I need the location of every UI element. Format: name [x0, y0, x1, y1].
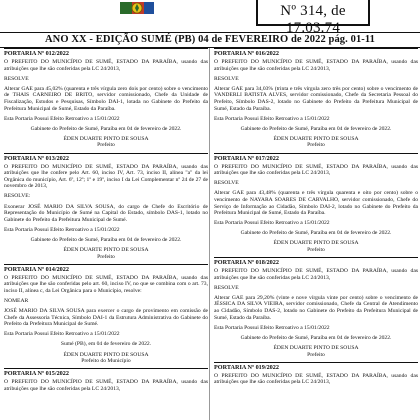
municipal-coat-of-arms-icon [118, 0, 156, 16]
signer-role: Prefeito [97, 253, 115, 260]
portaria-intro: O PREFEITO DO MUNICÍPIO DE SUMÉ, ESTADO DA PARAÍBA, usando das atribuições que lhe são conferidas pela LC 24/2013, [214, 59, 418, 72]
effect-note: Esta Portaria Possui Efeito Retroativo a 15/01/2022 [4, 115, 120, 122]
portaria-intro: O PREFEITO DO MUNICÍPIO DE SUMÉ, ESTADO DA PARAÍBA, usando das atribuições que lhe são conferidas pelo art. 60, inciso IV, no que se combina com o art. 73, inciso II, alínea c, da Lei Orgânica para o Município, resolve: [4, 274, 208, 294]
place-date: Gabinete do Prefeito de Sumé, Paraíba em 04 de fevereiro de 2022. [240, 334, 392, 341]
portaria-017 [214, 153, 418, 258]
portaria-019 [214, 362, 418, 386]
right-column [214, 48, 418, 420]
left-column [4, 48, 208, 420]
edition-line: ANO XX - EDIÇÃO SUMÉ (PB) 04 de FEVEREIRO de 2022 pág. 01-11 [0, 32, 420, 48]
signer-name: ÉDEN DUARTE PINTO DE SOUSA [273, 135, 359, 142]
portaria-intro: O PREFEITO DO MUNICÍPIO DE SUMÉ, ESTADO DA PARAÍBA, usando das atribuições que lhe são conferidas pela LC 24/2013, [214, 268, 418, 281]
signer-name: ÉDEN DUARTE PINTO DE SOUSA [273, 344, 359, 351]
portaria-014 [4, 264, 208, 369]
law-number: Nº 314, de 17.03.74 [280, 3, 346, 36]
signer-name: ÉDEN DUARTE PINTO DE SOUSA [63, 135, 149, 142]
portaria-018 [214, 257, 418, 362]
portaria-title: PORTARIA Nº 015/2022 [4, 368, 208, 379]
portaria-body: Alterar GAE para 29,20% (vinte e nove vírgula vinte por cento) sobre o vencimento de JÉSSICA DA SILVA VIEIRA, servidor comissionado, Chefe da Central de Atendimento ao Cidadão, Símbolo DAS-2, lotado no Gabinete do Prefeito da Prefeitura Municipal de Sumé, Estado da Paraíba. [214, 294, 418, 321]
signer-role: Prefeito [97, 142, 115, 149]
effect-note: Esta Portaria Possui Efeito Retroativo a 15/01/2022 [214, 324, 330, 331]
signer-role: Prefeito [307, 351, 325, 358]
place-date: Gabinete do Prefeito de Sumé, Paraíba em 04 de fevereiro de 2022. [30, 236, 182, 243]
portaria-body: Alterar GAE para 43,48% (quarenta e três vírgula quarenta e oito por cento) sobre o vencimento de NAYARA SOARES DE CARVALHO, servidor comissionado, Chefe do Serviço de Informação ao Cidadão, Símbolo DAI-2, lotado no Gabinete do Prefeito da Prefeitura Municipal de Sumé, Estado da Paraíba. [214, 190, 418, 217]
effect-note: Esta Portaria Possui Efeito Retroativo a 15/01/2022 [4, 226, 120, 233]
law-number-box [256, 0, 370, 36]
portaria-intro: O PREFEITO DO MUNICÍPIO DE SUMÉ, ESTADO DA PARAÍBA, usando das atribuições que lhe são conferidas pela LC 24/2013, [214, 372, 418, 386]
portaria-016 [214, 48, 418, 153]
portaria-title: PORTARIA Nº 014/2022 [4, 264, 208, 275]
resolve-label: RESOLVE: [4, 193, 31, 200]
signer-name: ÉDEN DUARTE PINTO DE SOUSA [63, 246, 149, 253]
resolve-label: RESOLVE [214, 284, 239, 291]
place-date: Gabinete do Prefeito de Sumé, Paraíba em 04 de fevereiro de 2022. [30, 125, 182, 132]
signer-role: Prefeito [307, 142, 325, 149]
portaria-title: PORTARIA Nº 013/2022 [4, 153, 208, 164]
place-date: Gabinete do Prefeito de Sumé, Paraíba em 04 de fevereiro de 2022. [240, 230, 392, 237]
portaria-title: PORTARIA Nº 018/2022 [214, 257, 418, 268]
signer-role: Prefeito do Município [81, 358, 131, 365]
effect-note: Esta Portaria Possui Efeito Retroativo a 15/01/2022 [4, 331, 120, 338]
portaria-body: JOSÉ MARIO DA SILVA SOUSA para exercer o cargo de provimento em comissão de Chefe da Assessoria Técnica, Símbolo DAI-1 da Estrutura Administrativa do Gabinete do Prefeito da Prefeitura Municipal de Sumé. [4, 308, 208, 328]
effect-note: Esta Portaria Possui Efeito Retroativo a 15/01/2022 [214, 220, 330, 227]
masthead [0, 0, 420, 36]
column-divider [209, 48, 210, 420]
resolve-label: NOMEAR [4, 297, 29, 304]
portaria-012 [4, 48, 208, 153]
effect-note: Esta Portaria Possui Efeito Retroativo a 15/01/2022 [214, 115, 330, 122]
portaria-title: PORTARIA Nº 016/2022 [214, 48, 418, 59]
signer-name: ÉDEN DUARTE PINTO DE SOUSA [63, 351, 149, 358]
signer-role: Prefeito [307, 246, 325, 253]
resolve-label: RESOLVE [214, 180, 239, 187]
portaria-title: PORTARIA Nº 012/2022 [4, 48, 208, 59]
resolve-label: RESOLVE [4, 75, 29, 82]
portaria-body: Alterar GAE para 34,03% (trinta e três vírgula zero três por cento) sobre o vencimento de VANDERLI BATISTA ALVES, servidor comissionado, Chefe da Secretaria Pessoal do Prefeito, Símbolo DAS-2, lotado no Gabinete do Prefeito da Prefeitura Municipal de Sumé, Estado da Paraíba. [214, 85, 418, 112]
portaria-body: Alterar GAE para 45,02% (quarenta e três vírgula zero dois por cento) sobre o vencimento de THAIS CARNEIRO DE BRITO, servidor comissionado, Chefe da Unidade de Fiscalização, Estudos e Pesquisas, Símbolo DAI-1, lotada no Gabinete do Prefeito da Prefeitura Municipal de Sumé, Estado da Paraíba. [4, 85, 208, 112]
signer-name: ÉDEN DUARTE PINTO DE SOUSA [273, 240, 359, 247]
portaria-title: PORTARIA Nº 019/2022 [214, 362, 418, 373]
portaria-title: PORTARIA Nº 017/2022 [214, 153, 418, 164]
portaria-intro: O PREFEITO DO MUNICÍPIO DE SUMÉ, ESTADO DA PARAÍBA, usando das atribuições que lhe confere pelo Art. 60, inciso IV, Art. 73, inciso II, alínea "a" da lei Orgânica do município, Art. 6º, 12º; 1º e 19º, inciso I da Lei Complementar nº 24 de 27 de novembro de 2013, [4, 163, 208, 190]
place-date: Sumé (PB), em 04 de fevereiro de 2022. [60, 341, 152, 348]
portaria-body: Exonerar JOSÉ MARIO DA SILVA SOUSA, do cargo de Chefe do Escritório de Representação do Município de Sumé na Capital do Estado, símbolo DAS-1, lotado no Gabinete do Prefeito da Prefeitura Municipal de Sumé. [4, 203, 208, 223]
portaria-013 [4, 153, 208, 264]
portaria-015 [4, 368, 208, 392]
portaria-intro: O PREFEITO DO MUNICÍPIO DE SUMÉ, ESTADO DA PARAÍBA, usando das atribuições que lhe são conferidas pela LC 24/2013, [214, 163, 418, 177]
resolve-label: RESOLVE [214, 75, 239, 82]
place-date: Gabinete do Prefeito de Sumé, Paraíba em 04 de fevereiro de 2022. [240, 125, 392, 132]
portaria-intro: O PREFEITO DO MUNICÍPIO DE SUMÉ, ESTADO DA PARAÍBA, usando das atribuições que lhe são conferidas pela LC 24/2013, [4, 379, 208, 392]
portaria-intro: O PREFEITO DO MUNICÍPIO DE SUMÉ, ESTADO DA PARAÍBA, usando das atribuições que lhe são conferidas pela LC 24/2013, [4, 59, 208, 72]
